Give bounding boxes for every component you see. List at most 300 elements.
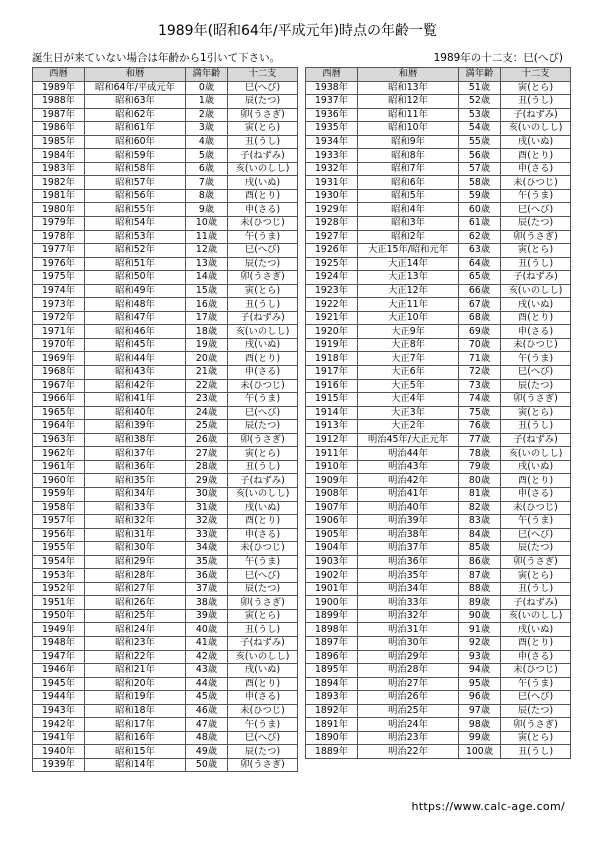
- birthday-note: 誕生日が来ていない場合は年齢から1引いて下さい。: [32, 52, 281, 64]
- table-row: [33, 596, 298, 610]
- zodiac-cell: 寅(とら): [501, 569, 571, 583]
- zodiac-cell: 午(うま): [228, 718, 298, 732]
- japanese-era-cell: 昭和4年: [358, 203, 459, 217]
- age-cell: 93歳: [459, 650, 501, 664]
- japanese-era-cell: 昭和33年: [85, 501, 186, 515]
- western-year-cell: 1985年: [33, 135, 85, 149]
- age-cell: 91歳: [459, 623, 501, 637]
- japanese-era-cell: 昭和39年: [85, 420, 186, 434]
- western-year-cell: 1908年: [306, 487, 358, 501]
- zodiac-cell: 未(ひつじ): [228, 217, 298, 231]
- header-zodiac: 十二支: [228, 68, 298, 82]
- western-year-cell: 1936年: [306, 108, 358, 122]
- age-cell: 35歳: [186, 555, 228, 569]
- western-year-cell: 1940年: [33, 745, 85, 759]
- zodiac-cell: 寅(とら): [228, 284, 298, 298]
- zodiac-cell: 卯(うさぎ): [501, 393, 571, 407]
- zodiac-cell: 辰(たつ): [228, 420, 298, 434]
- japanese-era-cell: 明治29年: [358, 650, 459, 664]
- zodiac-cell: 未(ひつじ): [501, 176, 571, 190]
- western-year-cell: 1943年: [33, 704, 85, 718]
- japanese-era-cell: 明治30年: [358, 636, 459, 650]
- table-row: [33, 271, 298, 285]
- header-age: 満年齢: [186, 68, 228, 82]
- western-year-cell: 1932年: [306, 162, 358, 176]
- table-row: [306, 162, 571, 176]
- header-japanese-era: 和暦: [358, 68, 459, 82]
- age-cell: 43歳: [186, 664, 228, 678]
- table-row: [33, 217, 298, 231]
- western-year-cell: 1968年: [33, 366, 85, 380]
- japanese-era-cell: 昭和13年: [358, 81, 459, 95]
- age-cell: 40歳: [186, 623, 228, 637]
- zodiac-cell: 戌(いぬ): [228, 338, 298, 352]
- japanese-era-cell: 昭和38年: [85, 433, 186, 447]
- zodiac-cell: 申(さる): [501, 325, 571, 339]
- japanese-era-cell: 昭和47年: [85, 311, 186, 325]
- table-row: [33, 447, 298, 461]
- japanese-era-cell: 大正2年: [358, 420, 459, 434]
- zodiac-cell: 丑(うし): [501, 420, 571, 434]
- western-year-cell: 1907年: [306, 501, 358, 515]
- zodiac-cell: 丑(うし): [228, 460, 298, 474]
- japanese-era-cell: 大正10年: [358, 311, 459, 325]
- age-cell: 12歳: [186, 244, 228, 258]
- japanese-era-cell: 昭和34年: [85, 487, 186, 501]
- age-cell: 82歳: [459, 501, 501, 515]
- table-row: [306, 474, 571, 488]
- zodiac-cell: 卯(うさぎ): [228, 433, 298, 447]
- age-cell: 92歳: [459, 636, 501, 650]
- zodiac-cell: 卯(うさぎ): [228, 758, 298, 772]
- western-year-cell: 1912年: [306, 433, 358, 447]
- zodiac-cell: 丑(うし): [228, 135, 298, 149]
- zodiac-cell: 丑(うし): [228, 623, 298, 637]
- western-year-cell: 1928年: [306, 217, 358, 231]
- table-row: [306, 515, 571, 529]
- age-cell: 8歳: [186, 189, 228, 203]
- western-year-cell: 1926年: [306, 244, 358, 258]
- table-row: [306, 420, 571, 434]
- table-row: [306, 338, 571, 352]
- western-year-cell: 1959年: [33, 487, 85, 501]
- age-cell: 73歳: [459, 379, 501, 393]
- western-year-cell: 1915年: [306, 393, 358, 407]
- western-year-cell: 1986年: [33, 122, 85, 136]
- japanese-era-cell: 昭和12年: [358, 95, 459, 109]
- table-row: [33, 176, 298, 190]
- zodiac-cell: 未(ひつじ): [228, 542, 298, 556]
- zodiac-cell: 未(ひつじ): [228, 704, 298, 718]
- table-row: [33, 352, 298, 366]
- japanese-era-cell: 昭和44年: [85, 352, 186, 366]
- japanese-era-cell: 大正6年: [358, 366, 459, 380]
- japanese-era-cell: 大正7年: [358, 352, 459, 366]
- zodiac-cell: 辰(たつ): [228, 745, 298, 759]
- table-row: [306, 501, 571, 515]
- table-row: [306, 271, 571, 285]
- age-cell: 28歳: [186, 460, 228, 474]
- japanese-era-cell: 昭和14年: [85, 758, 186, 772]
- zodiac-cell: 亥(いのしし): [501, 122, 571, 136]
- japanese-era-cell: 昭和63年: [85, 95, 186, 109]
- western-year-cell: 1922年: [306, 298, 358, 312]
- table-row: [33, 311, 298, 325]
- japanese-era-cell: 昭和50年: [85, 271, 186, 285]
- table-row: [33, 582, 298, 596]
- zodiac-cell: 辰(たつ): [501, 379, 571, 393]
- age-cell: 11歳: [186, 230, 228, 244]
- japanese-era-cell: 昭和26年: [85, 596, 186, 610]
- western-year-cell: 1984年: [33, 149, 85, 163]
- age-cell: 18歳: [186, 325, 228, 339]
- zodiac-cell: 亥(いのしし): [501, 609, 571, 623]
- western-year-cell: 1920年: [306, 325, 358, 339]
- zodiac-cell: 辰(たつ): [501, 217, 571, 231]
- age-cell: 42歳: [186, 650, 228, 664]
- zodiac-cell: 巳(へび): [228, 569, 298, 583]
- western-year-cell: 1963年: [33, 433, 85, 447]
- western-year-cell: 1982年: [33, 176, 85, 190]
- table-row: [33, 704, 298, 718]
- japanese-era-cell: 大正13年: [358, 271, 459, 285]
- japanese-era-cell: 昭和46年: [85, 325, 186, 339]
- table-row: [33, 162, 298, 176]
- western-year-cell: 1954年: [33, 555, 85, 569]
- age-cell: 60歳: [459, 203, 501, 217]
- japanese-era-cell: 大正8年: [358, 338, 459, 352]
- zodiac-cell: 戌(いぬ): [501, 135, 571, 149]
- japanese-era-cell: 明治25年: [358, 704, 459, 718]
- zodiac-cell: 酉(とり): [501, 311, 571, 325]
- table-row: [33, 338, 298, 352]
- table-row: [306, 203, 571, 217]
- japanese-era-cell: 昭和20年: [85, 677, 186, 691]
- western-year-cell: 1988年: [33, 95, 85, 109]
- western-year-cell: 1956年: [33, 528, 85, 542]
- zodiac-cell: 未(ひつじ): [501, 501, 571, 515]
- table-row: [306, 487, 571, 501]
- japanese-era-cell: 昭和54年: [85, 217, 186, 231]
- zodiac-cell: 卯(うさぎ): [501, 555, 571, 569]
- japanese-era-cell: 昭和61年: [85, 122, 186, 136]
- age-cell: 46歳: [186, 704, 228, 718]
- zodiac-cell: 子(ねずみ): [228, 474, 298, 488]
- japanese-era-cell: 明治31年: [358, 623, 459, 637]
- western-year-cell: 1983年: [33, 162, 85, 176]
- table-row: [33, 745, 298, 759]
- header-japanese-era: 和暦: [85, 68, 186, 82]
- western-year-cell: 1989年: [33, 81, 85, 95]
- age-cell: 0歳: [186, 81, 228, 95]
- western-year-cell: 1899年: [306, 609, 358, 623]
- japanese-era-cell: 昭和2年: [358, 230, 459, 244]
- japanese-era-cell: 明治36年: [358, 555, 459, 569]
- age-cell: 29歳: [186, 474, 228, 488]
- table-row: [306, 135, 571, 149]
- japanese-era-cell: 昭和6年: [358, 176, 459, 190]
- western-year-cell: 1903年: [306, 555, 358, 569]
- age-cell: 52歳: [459, 95, 501, 109]
- japanese-era-cell: 昭和53年: [85, 230, 186, 244]
- japanese-era-cell: 昭和30年: [85, 542, 186, 556]
- japanese-era-cell: 昭和25年: [85, 609, 186, 623]
- age-cell: 55歳: [459, 135, 501, 149]
- western-year-cell: 1957年: [33, 515, 85, 529]
- table-row: [33, 433, 298, 447]
- age-cell: 65歳: [459, 271, 501, 285]
- japanese-era-cell: 昭和59年: [85, 149, 186, 163]
- western-year-cell: 1917年: [306, 366, 358, 380]
- japanese-era-cell: 昭和18年: [85, 704, 186, 718]
- western-year-cell: 1978年: [33, 230, 85, 244]
- western-year-cell: 1900年: [306, 596, 358, 610]
- table-header-row: [306, 68, 571, 82]
- table-row: [33, 691, 298, 705]
- japanese-era-cell: 明治41年: [358, 487, 459, 501]
- table-row: [306, 393, 571, 407]
- japanese-era-cell: 明治33年: [358, 596, 459, 610]
- age-cell: 34歳: [186, 542, 228, 556]
- zodiac-cell: 寅(とら): [501, 731, 571, 745]
- western-year-cell: 1960年: [33, 474, 85, 488]
- western-year-cell: 1953年: [33, 569, 85, 583]
- zodiac-cell: 亥(いのしし): [501, 284, 571, 298]
- age-cell: 96歳: [459, 691, 501, 705]
- zodiac-cell: 午(うま): [501, 677, 571, 691]
- table-row: [306, 149, 571, 163]
- zodiac-cell: 巳(へび): [501, 366, 571, 380]
- zodiac-cell: 子(ねずみ): [228, 149, 298, 163]
- table-row: [306, 217, 571, 231]
- table-row: [33, 664, 298, 678]
- table-row: [306, 230, 571, 244]
- table-row: [306, 352, 571, 366]
- zodiac-cell: 巳(へび): [228, 406, 298, 420]
- table-row: [306, 691, 571, 705]
- age-cell: 76歳: [459, 420, 501, 434]
- zodiac-cell: 亥(いのしし): [228, 650, 298, 664]
- western-year-cell: 1919年: [306, 338, 358, 352]
- western-year-cell: 1976年: [33, 257, 85, 271]
- age-cell: 6歳: [186, 162, 228, 176]
- table-row: [306, 379, 571, 393]
- age-cell: 36歳: [186, 569, 228, 583]
- western-year-cell: 1948年: [33, 636, 85, 650]
- table-row: [306, 108, 571, 122]
- age-cell: 94歳: [459, 664, 501, 678]
- japanese-era-cell: 明治44年: [358, 447, 459, 461]
- table-row: [33, 149, 298, 163]
- zodiac-cell: 酉(とり): [501, 149, 571, 163]
- zodiac-cell: 辰(たつ): [501, 704, 571, 718]
- age-cell: 30歳: [186, 487, 228, 501]
- japanese-era-cell: 大正3年: [358, 406, 459, 420]
- zodiac-cell: 寅(とら): [501, 406, 571, 420]
- age-cell: 21歳: [186, 366, 228, 380]
- zodiac-cell: 亥(いのしし): [228, 325, 298, 339]
- age-cell: 24歳: [186, 406, 228, 420]
- table-row: [33, 379, 298, 393]
- japanese-era-cell: 大正15年/昭和元年: [358, 244, 459, 258]
- japanese-era-cell: 昭和9年: [358, 135, 459, 149]
- zodiac-cell: 巳(へび): [501, 203, 571, 217]
- zodiac-cell: 未(ひつじ): [501, 338, 571, 352]
- table-row: [306, 189, 571, 203]
- age-cell: 10歳: [186, 217, 228, 231]
- western-year-cell: 1906年: [306, 515, 358, 529]
- japanese-era-cell: 昭和8年: [358, 149, 459, 163]
- age-cell: 7歳: [186, 176, 228, 190]
- table-row: [306, 623, 571, 637]
- zodiac-cell: 丑(うし): [501, 745, 571, 759]
- japanese-era-cell: 昭和49年: [85, 284, 186, 298]
- zodiac-cell: 戌(いぬ): [228, 664, 298, 678]
- japanese-era-cell: 昭和35年: [85, 474, 186, 488]
- age-cell: 56歳: [459, 149, 501, 163]
- table-row: [33, 474, 298, 488]
- japanese-era-cell: 明治24年: [358, 718, 459, 732]
- zodiac-cell: 戌(いぬ): [228, 176, 298, 190]
- table-row: [33, 257, 298, 271]
- western-year-cell: 1904年: [306, 542, 358, 556]
- western-year-cell: 1918年: [306, 352, 358, 366]
- japanese-era-cell: 昭和5年: [358, 189, 459, 203]
- table-row: [33, 677, 298, 691]
- table-row: [33, 636, 298, 650]
- japanese-era-cell: 昭和55年: [85, 203, 186, 217]
- age-cell: 97歳: [459, 704, 501, 718]
- western-year-cell: 1942年: [33, 718, 85, 732]
- western-year-cell: 1892年: [306, 704, 358, 718]
- age-cell: 38歳: [186, 596, 228, 610]
- age-cell: 66歳: [459, 284, 501, 298]
- age-cell: 31歳: [186, 501, 228, 515]
- table-row: [33, 393, 298, 407]
- table-row: [33, 487, 298, 501]
- age-cell: 32歳: [186, 515, 228, 529]
- western-year-cell: 1889年: [306, 745, 358, 759]
- age-table-left: [32, 67, 298, 772]
- western-year-cell: 1893年: [306, 691, 358, 705]
- zodiac-cell: 戌(いぬ): [501, 623, 571, 637]
- age-cell: 54歳: [459, 122, 501, 136]
- zodiac-cell: 卯(うさぎ): [501, 230, 571, 244]
- table-row: [306, 582, 571, 596]
- zodiac-cell: 子(ねずみ): [501, 596, 571, 610]
- age-cell: 27歳: [186, 447, 228, 461]
- table-row: [306, 677, 571, 691]
- western-year-cell: 1923年: [306, 284, 358, 298]
- japanese-era-cell: 昭和21年: [85, 664, 186, 678]
- japanese-era-cell: 昭和17年: [85, 718, 186, 732]
- age-cell: 3歳: [186, 122, 228, 136]
- japanese-era-cell: 大正11年: [358, 298, 459, 312]
- zodiac-cell: 申(さる): [228, 691, 298, 705]
- japanese-era-cell: 昭和15年: [85, 745, 186, 759]
- age-cell: 17歳: [186, 311, 228, 325]
- table-row: [306, 609, 571, 623]
- table-row: [33, 460, 298, 474]
- header-western-year: 西暦: [306, 68, 358, 82]
- zodiac-cell: 子(ねずみ): [501, 433, 571, 447]
- table-header-row: [33, 68, 298, 82]
- zodiac-cell: 戌(いぬ): [501, 460, 571, 474]
- japanese-era-cell: 昭和36年: [85, 460, 186, 474]
- japanese-era-cell: 明治43年: [358, 460, 459, 474]
- age-cell: 68歳: [459, 311, 501, 325]
- zodiac-cell: 申(さる): [501, 162, 571, 176]
- table-row: [33, 718, 298, 732]
- zodiac-cell: 酉(とり): [228, 352, 298, 366]
- western-year-cell: 1898年: [306, 623, 358, 637]
- age-cell: 4歳: [186, 135, 228, 149]
- japanese-era-cell: 昭和64年/平成元年: [85, 81, 186, 95]
- age-cell: 89歳: [459, 596, 501, 610]
- table-row: [306, 718, 571, 732]
- japanese-era-cell: 明治37年: [358, 542, 459, 556]
- table-row: [306, 542, 571, 556]
- table-row: [306, 257, 571, 271]
- table-row: [33, 189, 298, 203]
- table-row: [306, 569, 571, 583]
- zodiac-cell: 申(さる): [501, 650, 571, 664]
- age-cell: 77歳: [459, 433, 501, 447]
- age-cell: 48歳: [186, 731, 228, 745]
- table-row: [306, 636, 571, 650]
- table-row: [306, 447, 571, 461]
- table-row: [33, 81, 298, 95]
- western-year-cell: 1945年: [33, 677, 85, 691]
- japanese-era-cell: 明治28年: [358, 664, 459, 678]
- japanese-era-cell: 昭和16年: [85, 731, 186, 745]
- western-year-cell: 1916年: [306, 379, 358, 393]
- japanese-era-cell: 明治38年: [358, 528, 459, 542]
- zodiac-cell: 申(さる): [228, 203, 298, 217]
- japanese-era-cell: 明治45年/大正元年: [358, 433, 459, 447]
- western-year-cell: 1958年: [33, 501, 85, 515]
- age-cell: 83歳: [459, 515, 501, 529]
- japanese-era-cell: 大正14年: [358, 257, 459, 271]
- western-year-cell: 1952年: [33, 582, 85, 596]
- western-year-cell: 1951年: [33, 596, 85, 610]
- age-cell: 41歳: [186, 636, 228, 650]
- table-row: [306, 406, 571, 420]
- age-cell: 80歳: [459, 474, 501, 488]
- western-year-cell: 1955年: [33, 542, 85, 556]
- zodiac-cell: 申(さる): [228, 366, 298, 380]
- table-row: [306, 650, 571, 664]
- zodiac-cell: 辰(たつ): [501, 542, 571, 556]
- age-cell: 14歳: [186, 271, 228, 285]
- zodiac-cell: 辰(たつ): [228, 95, 298, 109]
- western-year-cell: 1971年: [33, 325, 85, 339]
- header-age: 満年齢: [459, 68, 501, 82]
- table-row: [33, 569, 298, 583]
- western-year-cell: 1941年: [33, 731, 85, 745]
- western-year-cell: 1939年: [33, 758, 85, 772]
- age-cell: 25歳: [186, 420, 228, 434]
- table-row: [33, 542, 298, 556]
- japanese-era-cell: 明治42年: [358, 474, 459, 488]
- table-row: [33, 244, 298, 258]
- western-year-cell: 1902年: [306, 569, 358, 583]
- table-row: [33, 325, 298, 339]
- japanese-era-cell: 昭和51年: [85, 257, 186, 271]
- age-cell: 67歳: [459, 298, 501, 312]
- table-row: [306, 460, 571, 474]
- japanese-era-cell: 昭和41年: [85, 393, 186, 407]
